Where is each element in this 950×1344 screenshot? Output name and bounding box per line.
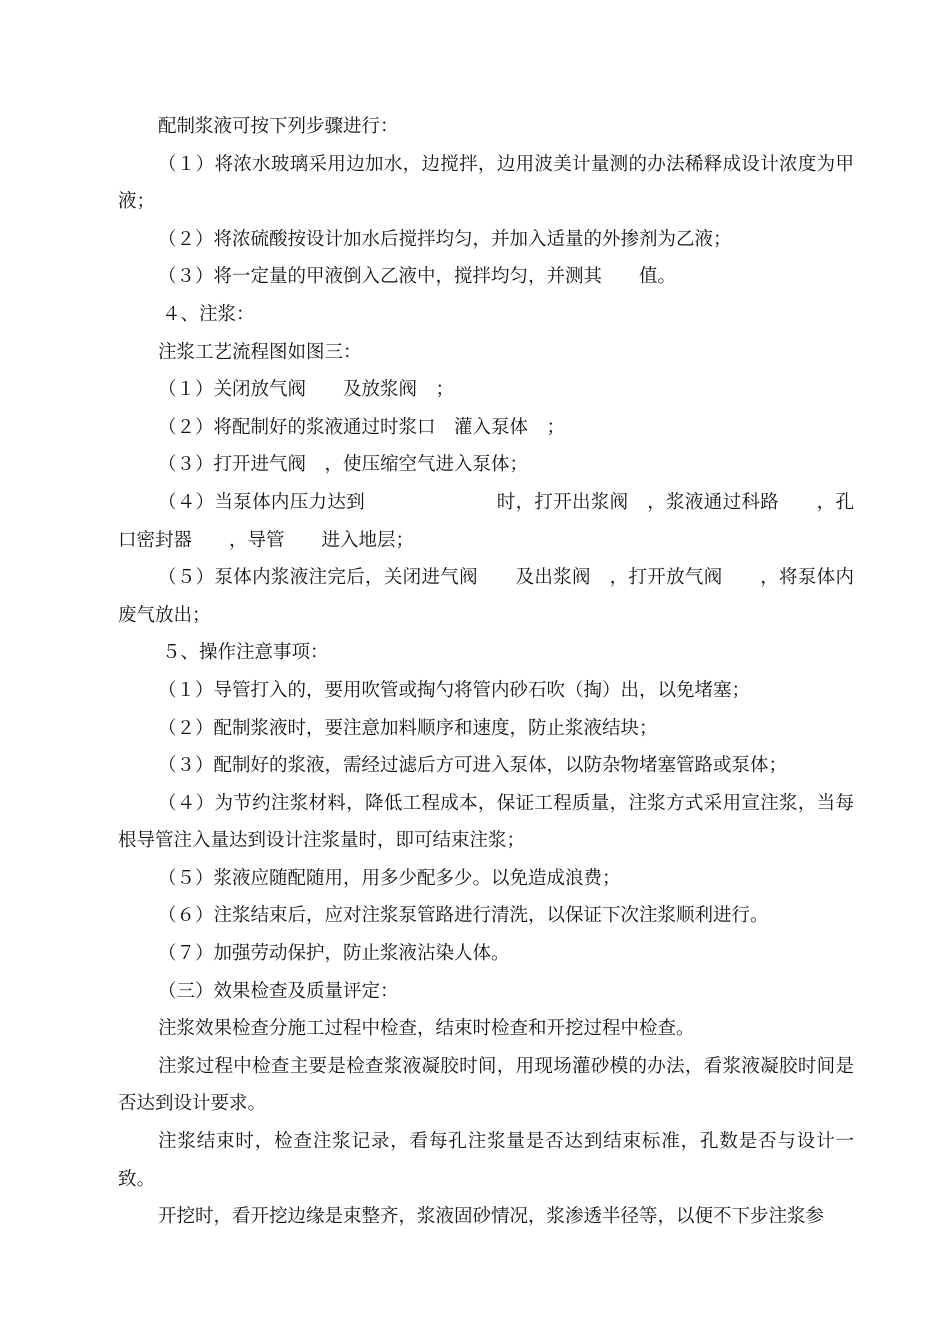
paragraph-step-2: （２）将浓硫酸按设计加水后搅拌均匀，并加入适量的外掺剂为乙液；: [158, 228, 732, 250]
paragraph-step-1: （１）将浓水玻璃采用边加水，边搅拌，边用波美计量测的办法稀释成设计浓度为甲液；: [118, 153, 854, 213]
paragraph-grout-step-3: （３）打开进气阀 ，使压缩空气进入泵体；: [158, 454, 529, 476]
paragraph-check-overview: 注浆效果检查分施工过程中检查，结束时检查和开挖过程中检查。: [158, 1018, 695, 1040]
document-body: [118, 108, 854, 1236]
section-heading-grouting: ４、注浆：: [162, 303, 255, 325]
paragraph-grout-step-1: （１）关闭放气阀 及放浆阀 ；: [158, 379, 455, 401]
paragraph-precaution-1: （１）导管打入的，要用吹管或掏勺将管内砂石吹（掏）出，以免堵塞；: [158, 679, 751, 701]
paragraph-grout-step-5: （５）泵体内浆液注完后，关闭进气阀 及出浆阀 ，打开放气阀 ，将泵体内废气放出；: [118, 567, 854, 626]
paragraph-grout-step-4: （４）当泵体内压力达到 时，打开出浆阀 ，浆液通过科路 ，孔口密封器 ，导管 进入地层；: [118, 491, 854, 551]
paragraph-check-during: 注浆过程中检查主要是检查浆液凝胶时间，用现场灌砂模的办法，看浆液凝胶时间是否达到设计要求。: [118, 1055, 854, 1115]
paragraph-grouting-flow: 注浆工艺流程图如图三：: [158, 341, 362, 363]
paragraph-precaution-5: （５）浆液应随配随用，用多少配多少。以免造成浪费；: [158, 867, 621, 889]
paragraph-step-3: （３）将一定量的甲液倒入乙液中，搅拌均匀，并测其 值。: [158, 266, 677, 288]
paragraph-precaution-7: （７）加强劳动保护，防止浆液沾染人体。: [158, 943, 510, 965]
paragraph-precaution-2: （２）配制浆液时，要注意加料顺序和速度，防止浆液结块；: [158, 717, 658, 739]
paragraph-intro: 配制浆液可按下列步骤进行：: [158, 116, 399, 137]
paragraph-check-end: 注浆结束时，检查注浆记录，看每孔注浆量是否达到结束标准，孔数是否与设计一致。: [118, 1131, 854, 1190]
section-heading-precautions: ５、操作注意事项：: [162, 642, 329, 664]
paragraph-precaution-6: （６）注浆结束后，应对注浆泵管路进行清洗，以保证下次注浆顺利进行。: [158, 905, 769, 927]
paragraph-precaution-4: （４）为节约注浆材料，降低工程成本，保证工程质量，注浆方式采用宣注浆，当每根导管注入量达到设计注浆量时，即可结束注浆；: [118, 792, 854, 852]
section-heading-quality-check: （三）效果检查及质量评定：: [158, 980, 399, 1002]
paragraph-precaution-3: （３）配制好的浆液，需经过滤后方可进入泵体，以防杂物堵塞管路或泵体；: [158, 755, 788, 777]
paragraph-check-excavation: 开挖时，看开挖边缘是束整齐，浆液固砂情况，浆渗透半径等，以便不下步注浆参: [158, 1206, 825, 1228]
paragraph-grout-step-2: （２）将配制好的浆液通过时浆口 灌入泵体 ；: [158, 416, 566, 438]
